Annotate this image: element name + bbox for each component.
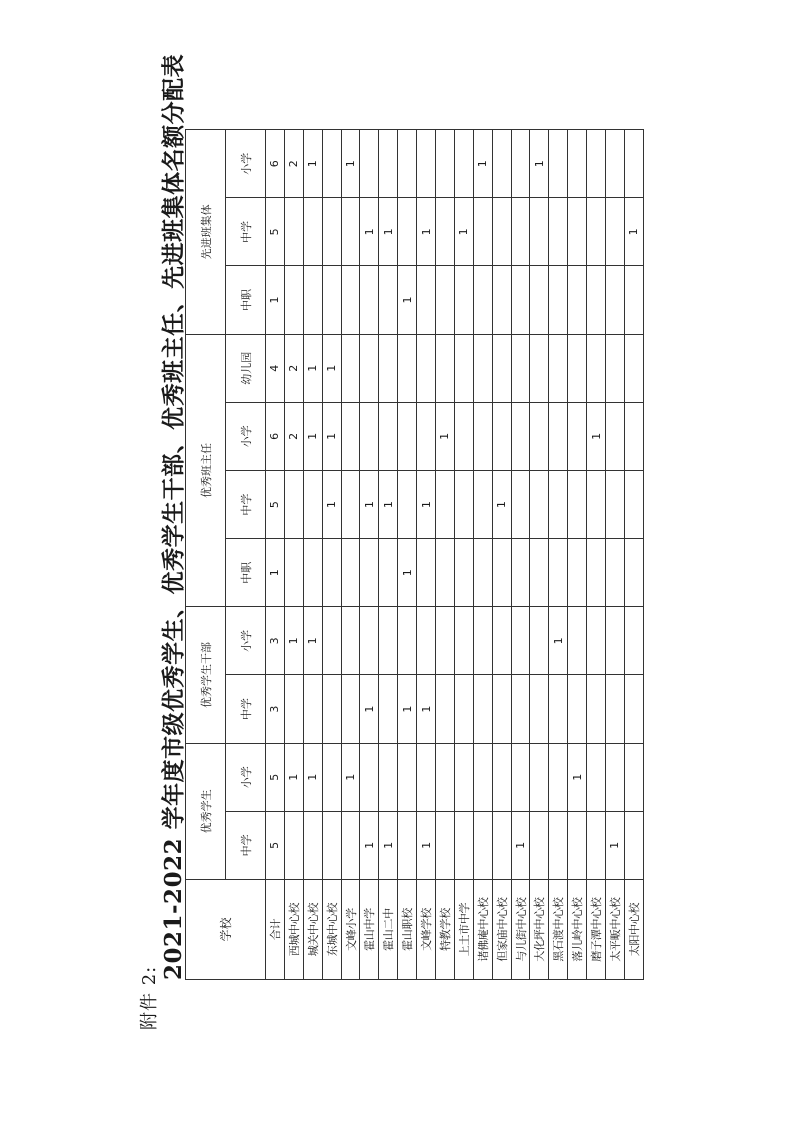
quota-cell: 2: [284, 402, 303, 470]
quota-cell: [511, 198, 530, 266]
quota-cell: 5: [266, 198, 285, 266]
quota-cell: [511, 402, 530, 470]
quota-cell: [511, 130, 530, 198]
quota-cell: [473, 198, 492, 266]
quota-cell: 1: [341, 743, 360, 811]
quota-cell: [624, 334, 643, 402]
quota-cell: [341, 811, 360, 879]
school-name: 但家庙中心校: [492, 880, 511, 980]
quota-cell: [284, 675, 303, 743]
quota-cell: [322, 607, 341, 675]
attachment-label: 附件 2:: [139, 965, 160, 1030]
quota-cell: [379, 743, 398, 811]
quota-cell: 1: [417, 470, 436, 538]
quota-cell: [568, 675, 587, 743]
school-name: 文峰学校: [417, 880, 436, 980]
quota-cell: [341, 539, 360, 607]
header-level: 中学: [226, 811, 266, 879]
quota-cell: [360, 266, 379, 334]
header-level: 中学: [226, 198, 266, 266]
quota-cell: 1: [322, 334, 341, 402]
quota-cell: [436, 334, 455, 402]
header-level: 小学: [226, 402, 266, 470]
quota-cell: [341, 470, 360, 538]
quota-cell: [379, 607, 398, 675]
quota-cell: [398, 198, 417, 266]
quota-cell: 1: [511, 811, 530, 879]
table-row: [530, 130, 549, 980]
quota-cell: [473, 266, 492, 334]
quota-cell: [549, 811, 568, 879]
quota-cell: [511, 607, 530, 675]
quota-cell: [284, 539, 303, 607]
quota-cell: [568, 198, 587, 266]
quota-cell: [530, 607, 549, 675]
quota-cell: 4: [266, 334, 285, 402]
quota-cell: [379, 130, 398, 198]
quota-cell: [530, 675, 549, 743]
quota-cell: [454, 130, 473, 198]
header-level: 中职: [226, 266, 266, 334]
quota-cell: [473, 402, 492, 470]
quota-cell: [492, 811, 511, 879]
quota-cell: [398, 811, 417, 879]
quota-cell: [568, 607, 587, 675]
quota-cell: [454, 334, 473, 402]
quota-cell: [284, 470, 303, 538]
quota-cell: [436, 675, 455, 743]
quota-cell: [284, 811, 303, 879]
quota-cell: 1: [436, 402, 455, 470]
quota-cell: 1: [624, 198, 643, 266]
quota-cell: [511, 266, 530, 334]
quota-cell: [624, 130, 643, 198]
school-name: 西城中心校: [284, 880, 303, 980]
quota-cell: [303, 198, 322, 266]
quota-cell: [454, 402, 473, 470]
quota-cell: [492, 402, 511, 470]
quota-cell: [492, 334, 511, 402]
quota-cell: [303, 266, 322, 334]
quota-cell: [322, 675, 341, 743]
quota-cell: [417, 130, 436, 198]
quota-cell: [454, 607, 473, 675]
quota-cell: [341, 675, 360, 743]
quota-cell: [303, 539, 322, 607]
page-title: 2021-2022 学年度市级优秀学生、优秀学生干部、优秀班主任、先进班集体名额分配表: [160, 53, 187, 980]
quota-cell: [454, 743, 473, 811]
quota-cell: [587, 266, 606, 334]
quota-cell: [549, 675, 568, 743]
quota-cell: [322, 130, 341, 198]
quota-cell: [549, 470, 568, 538]
quota-cell: [549, 266, 568, 334]
quota-cell: [379, 334, 398, 402]
school-name: 东城中心校: [322, 880, 341, 980]
quota-cell: [417, 607, 436, 675]
quota-cell: [398, 607, 417, 675]
quota-cell: [341, 266, 360, 334]
quota-cell: [606, 607, 625, 675]
table-row: [624, 130, 643, 980]
quota-cell: [624, 402, 643, 470]
quota-cell: [379, 539, 398, 607]
school-name: 上土市中学: [454, 880, 473, 980]
quota-cell: [417, 334, 436, 402]
quota-cell: 1: [360, 675, 379, 743]
quota-cell: [587, 130, 606, 198]
quota-cell: 1: [266, 539, 285, 607]
quota-cell: 1: [360, 198, 379, 266]
quota-cell: [549, 743, 568, 811]
quota-cell: 1: [398, 266, 417, 334]
quota-cell: 1: [284, 607, 303, 675]
quota-cell: [530, 539, 549, 607]
quota-cell: [568, 334, 587, 402]
quota-cell: [473, 675, 492, 743]
quota-cell: [587, 334, 606, 402]
quota-cell: [417, 539, 436, 607]
quota-cell: [379, 675, 398, 743]
quota-cell: [568, 130, 587, 198]
table-row: [284, 130, 303, 980]
table-row: [417, 130, 436, 980]
quota-cell: 1: [379, 470, 398, 538]
quota-cell: 3: [266, 675, 285, 743]
quota-cell: 1: [360, 470, 379, 538]
quota-cell: [587, 607, 606, 675]
quota-cell: [511, 334, 530, 402]
quota-cell: [398, 334, 417, 402]
school-name: 太阳中心校: [624, 880, 643, 980]
quota-cell: [492, 607, 511, 675]
school-name: 与儿街中心校: [511, 880, 530, 980]
school-name: 文峰小学: [341, 880, 360, 980]
quota-cell: 1: [492, 470, 511, 538]
quota-cell: [606, 539, 625, 607]
quota-cell: [436, 607, 455, 675]
quota-cell: [436, 811, 455, 879]
quota-cell: [341, 198, 360, 266]
quota-cell: [587, 675, 606, 743]
quota-cell: [341, 334, 360, 402]
quota-cell: 1: [303, 334, 322, 402]
quota-cell: [417, 743, 436, 811]
quota-cell: [530, 402, 549, 470]
quota-cell: [530, 266, 549, 334]
school-name: 合计: [266, 880, 285, 980]
header-group-excellent-students: 优秀学生: [186, 743, 226, 879]
quota-cell: [511, 539, 530, 607]
quota-cell: [530, 811, 549, 879]
quota-cell: [360, 402, 379, 470]
quota-cell: 1: [417, 811, 436, 879]
table-row: [473, 130, 492, 980]
quota-cell: [624, 607, 643, 675]
quota-cell: [549, 334, 568, 402]
header-level: 中职: [226, 539, 266, 607]
quota-cell: [549, 130, 568, 198]
table-row: [360, 130, 379, 980]
quota-cell: 1: [568, 743, 587, 811]
quota-cell: [454, 266, 473, 334]
quota-cell: [473, 607, 492, 675]
quota-cell: 1: [398, 675, 417, 743]
quota-cell: [492, 743, 511, 811]
quota-cell: [530, 334, 549, 402]
quota-cell: [587, 811, 606, 879]
quota-cell: 1: [417, 198, 436, 266]
quota-cell: [303, 811, 322, 879]
quota-cell: [587, 198, 606, 266]
header-school: 学校: [186, 880, 266, 980]
quota-cell: [549, 402, 568, 470]
quota-cell: [417, 266, 436, 334]
quota-cell: [454, 470, 473, 538]
quota-cell: [492, 675, 511, 743]
header-level: 幼儿园: [226, 334, 266, 402]
quota-cell: [624, 743, 643, 811]
quota-cell: 5: [266, 470, 285, 538]
header-level: 中学: [226, 470, 266, 538]
quota-cell: [587, 470, 606, 538]
quota-cell: 1: [303, 743, 322, 811]
quota-cell: [568, 539, 587, 607]
table-row: [341, 130, 360, 980]
table-row: [303, 130, 322, 980]
quota-cell: [492, 266, 511, 334]
quota-cell: [511, 743, 530, 811]
school-name: 黑石渡中心校: [549, 880, 568, 980]
quota-cell: 5: [266, 743, 285, 811]
table-body: [266, 130, 644, 980]
header-row-groups: [186, 130, 226, 980]
quota-cell: [492, 539, 511, 607]
quota-cell: 1: [303, 607, 322, 675]
header-level: 小学: [226, 607, 266, 675]
school-name: 落儿岭中心校: [568, 880, 587, 980]
quota-cell: 1: [606, 811, 625, 879]
quota-cell: [322, 811, 341, 879]
quota-cell: 6: [266, 402, 285, 470]
quota-cell: 1: [322, 470, 341, 538]
school-name: 霍山二中: [379, 880, 398, 980]
quota-cell: 1: [530, 130, 549, 198]
table-row: [454, 130, 473, 980]
table-row: [436, 130, 455, 980]
quota-cell: 3: [266, 607, 285, 675]
quota-cell: 1: [379, 198, 398, 266]
table-row: [549, 130, 568, 980]
quota-cell: [322, 266, 341, 334]
quota-cell: 1: [473, 130, 492, 198]
quota-cell: [511, 470, 530, 538]
table-row: [492, 130, 511, 980]
quota-cell: 6: [266, 130, 285, 198]
quota-cell: [398, 130, 417, 198]
quota-cell: [492, 198, 511, 266]
quota-cell: 1: [322, 402, 341, 470]
quota-cell: [360, 130, 379, 198]
quota-cell: [473, 743, 492, 811]
table-row: [511, 130, 530, 980]
school-name: 城关中心校: [303, 880, 322, 980]
quota-cell: [606, 130, 625, 198]
header-group-head-teachers: 优秀班主任: [186, 334, 226, 607]
quota-cell: [379, 402, 398, 470]
quota-cell: [284, 198, 303, 266]
quota-cell: [398, 470, 417, 538]
quota-cell: [492, 130, 511, 198]
table-row: [379, 130, 398, 980]
quota-cell: [417, 402, 436, 470]
quota-cell: [587, 743, 606, 811]
quota-cell: [398, 402, 417, 470]
quota-cell: [303, 470, 322, 538]
quota-cell: [549, 539, 568, 607]
quota-cell: [624, 675, 643, 743]
table-row: [568, 130, 587, 980]
school-name: 磨子潭中心校: [587, 880, 606, 980]
header-row-levels: [226, 130, 266, 980]
quota-cell: 2: [284, 130, 303, 198]
header-level: 小学: [226, 743, 266, 811]
quota-cell: [606, 198, 625, 266]
quota-cell: 1: [417, 675, 436, 743]
quota-cell: [360, 539, 379, 607]
quota-cell: [473, 470, 492, 538]
quota-cell: [606, 743, 625, 811]
school-name: 大化坪中心校: [530, 880, 549, 980]
school-name: 诸佛庵中心校: [473, 880, 492, 980]
quota-cell: [454, 539, 473, 607]
quota-cell: [341, 402, 360, 470]
school-name: 太平畈中心校: [606, 880, 625, 980]
quota-cell: [436, 743, 455, 811]
quota-cell: [530, 743, 549, 811]
quota-cell: [568, 266, 587, 334]
quota-cell: [303, 675, 322, 743]
quota-cell: 5: [266, 811, 285, 879]
quota-cell: [360, 743, 379, 811]
rotated-page: [105, 40, 665, 1030]
table-row: [398, 130, 417, 980]
quota-cell: [436, 198, 455, 266]
header-level: 小学: [226, 130, 266, 198]
table-row: [266, 130, 285, 980]
quota-cell: [284, 266, 303, 334]
quota-cell: [473, 539, 492, 607]
quota-cell: 1: [303, 402, 322, 470]
quota-cell: 1: [549, 607, 568, 675]
table-row: [322, 130, 341, 980]
school-name: 霍山中学: [360, 880, 379, 980]
quota-cell: [436, 539, 455, 607]
quota-cell: 1: [454, 198, 473, 266]
quota-cell: [398, 743, 417, 811]
quota-cell: [322, 743, 341, 811]
quota-cell: [606, 675, 625, 743]
quota-cell: [436, 266, 455, 334]
quota-cell: [568, 402, 587, 470]
table-row: [606, 130, 625, 980]
quota-cell: [624, 811, 643, 879]
table-row: [587, 130, 606, 980]
quota-cell: 1: [341, 130, 360, 198]
quota-cell: [360, 334, 379, 402]
quota-cell: [341, 607, 360, 675]
quota-cell: [624, 539, 643, 607]
school-name: 霍山职校: [398, 880, 417, 980]
quota-cell: [360, 607, 379, 675]
quota-cell: [587, 539, 606, 607]
quota-cell: [606, 470, 625, 538]
quota-cell: [568, 470, 587, 538]
quota-cell: [473, 811, 492, 879]
quota-cell: [436, 130, 455, 198]
school-name: 特教学校: [436, 880, 455, 980]
quota-table: [185, 129, 644, 980]
quota-cell: [322, 539, 341, 607]
header-group-advanced-classes: 先进班集体: [186, 130, 226, 335]
quota-cell: [606, 334, 625, 402]
quota-cell: 1: [587, 402, 606, 470]
quota-cell: [454, 811, 473, 879]
quota-cell: [624, 470, 643, 538]
quota-cell: [322, 198, 341, 266]
quota-cell: [568, 811, 587, 879]
quota-cell: [454, 675, 473, 743]
quota-cell: 1: [266, 266, 285, 334]
quota-cell: [473, 334, 492, 402]
quota-cell: 2: [284, 334, 303, 402]
quota-cell: [530, 198, 549, 266]
quota-cell: [606, 402, 625, 470]
quota-cell: [549, 198, 568, 266]
quota-cell: [511, 675, 530, 743]
quota-cell: 1: [379, 811, 398, 879]
quota-cell: [379, 266, 398, 334]
quota-cell: 1: [398, 539, 417, 607]
quota-cell: 1: [360, 811, 379, 879]
quota-cell: [530, 470, 549, 538]
quota-cell: [606, 266, 625, 334]
quota-cell: [624, 266, 643, 334]
header-group-student-cadres: 优秀学生干部: [186, 607, 226, 743]
header-level: 中学: [226, 675, 266, 743]
quota-cell: 1: [303, 130, 322, 198]
quota-cell: 1: [284, 743, 303, 811]
quota-cell: [436, 470, 455, 538]
